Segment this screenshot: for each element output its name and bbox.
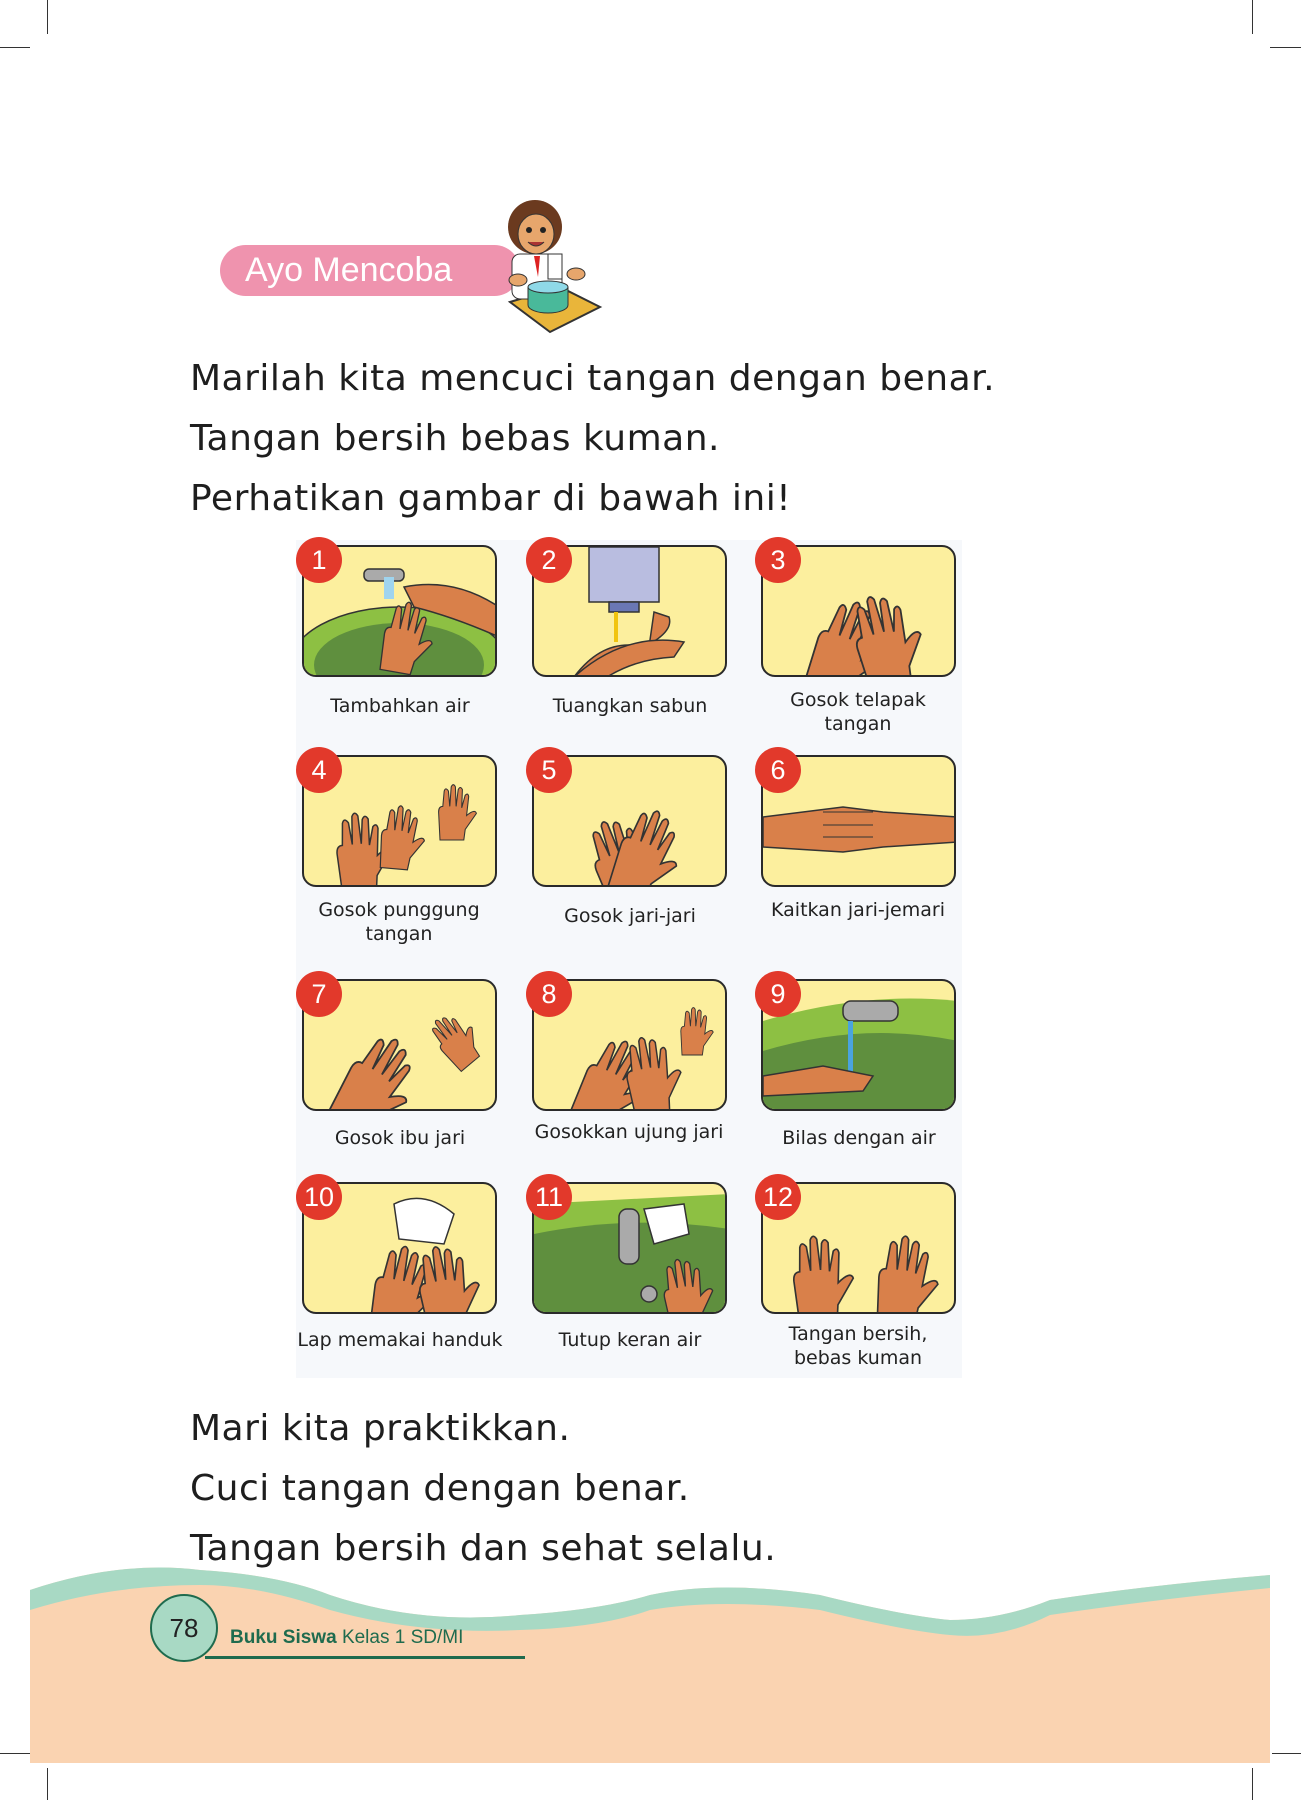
intro-line-2: Tangan bersih bebas kuman. — [190, 418, 720, 459]
step-number-badge: 3 — [755, 537, 801, 583]
crop-mark — [1252, 1768, 1253, 1800]
footer-underline — [205, 1656, 525, 1659]
step-caption: Tutup keran air — [558, 1329, 702, 1351]
step-number-badge: 4 — [296, 747, 342, 793]
crop-mark — [1252, 0, 1253, 34]
crop-mark — [0, 47, 30, 48]
outro-line-2: Cuci tangan dengan benar. — [190, 1468, 690, 1509]
outro-line-1: Mari kita praktikkan. — [190, 1408, 571, 1449]
step-caption: Bilas dengan air — [782, 1127, 936, 1149]
step-number-badge: 12 — [755, 1174, 801, 1220]
step-caption: Kaitkan jari-jemari — [771, 899, 945, 921]
section-title: Ayo Mencoba — [245, 251, 453, 289]
footer-wave — [0, 1560, 1301, 1770]
section-title-pill — [220, 245, 520, 296]
step-caption: Tambahkan air — [330, 695, 470, 717]
step-caption: Gosok ibu jari — [334, 1127, 466, 1149]
book-title — [230, 1627, 463, 1649]
step-caption: Gosokkan ujung jari — [534, 1121, 724, 1143]
step-number-badge: 10 — [296, 1174, 342, 1220]
step-number-badge: 8 — [526, 971, 572, 1017]
step-number-badge: 1 — [296, 537, 342, 583]
crop-mark — [1270, 47, 1301, 48]
intro-line-1: Marilah kita mencuci tangan dengan benar. — [190, 358, 996, 399]
step-caption: Gosok telapak tangan — [790, 689, 926, 735]
step-number-badge: 6 — [755, 747, 801, 793]
step-caption: Lap memakai handuk — [297, 1329, 503, 1351]
book-title-bold: Buku Siswa — [230, 1627, 337, 1648]
step-caption: Tuangkan sabun — [552, 695, 708, 717]
intro-line-3: Perhatikan gambar di bawah ini! — [190, 478, 792, 519]
step-caption: Gosok punggung tangan — [318, 899, 480, 945]
step-number-badge: 9 — [755, 971, 801, 1017]
crop-mark — [47, 0, 48, 34]
step-number-badge: 5 — [526, 747, 572, 793]
step-number-badge: 11 — [526, 1174, 572, 1220]
step-caption: Gosok jari-jari — [564, 905, 696, 927]
outro-line-3: Tangan bersih dan sehat selalu. — [190, 1528, 777, 1569]
book-title-rest: Kelas 1 SD/MI — [341, 1627, 464, 1648]
crop-mark — [47, 1768, 48, 1800]
step-number-badge: 7 — [296, 971, 342, 1017]
boy-washing-illustration-icon — [490, 192, 605, 337]
step-caption: Tangan bersih, bebas kuman — [788, 1323, 928, 1369]
page-number: 78 — [150, 1594, 218, 1662]
step-number-badge: 2 — [526, 537, 572, 583]
